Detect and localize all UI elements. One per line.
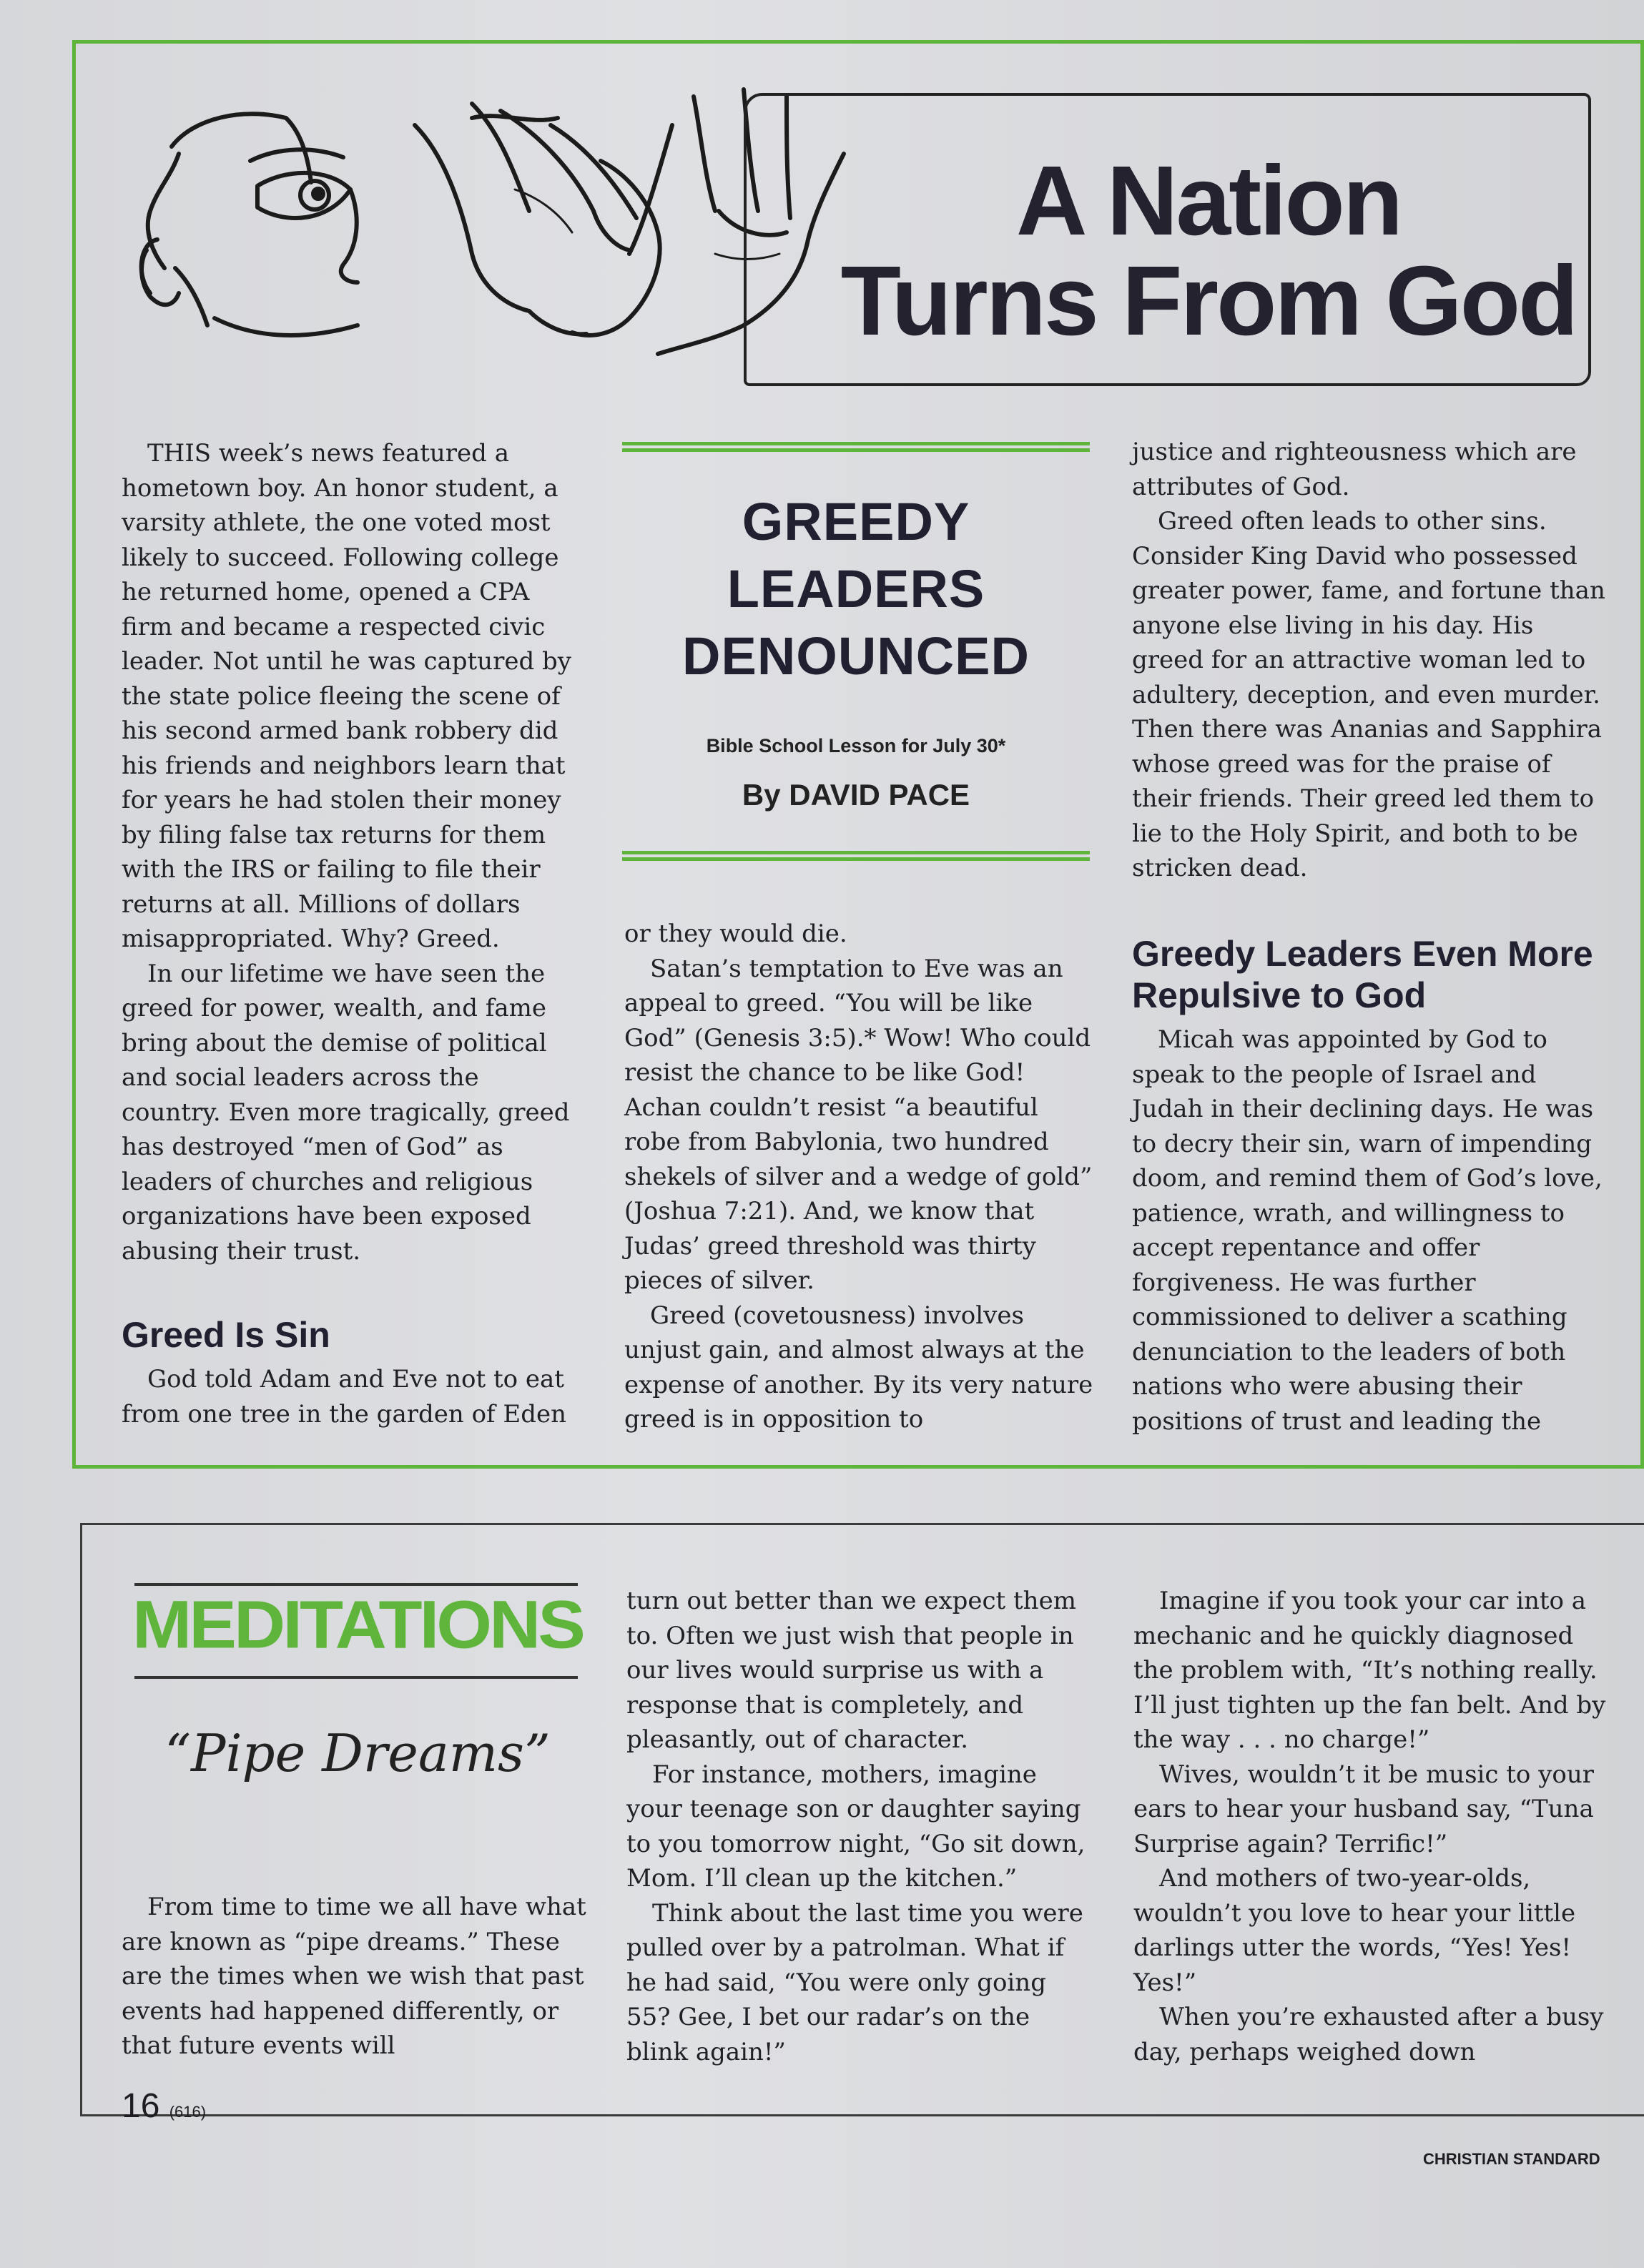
meditations-paragraph: And mothers of two-year-olds, wouldn’t you love to hear your little darlings utter the words, “Yes! Yes! Yes!”: [1133, 1864, 1576, 1997]
headline-line: DENOUNCED: [682, 626, 1030, 686]
meditations-title: “Pipe Dreams”: [164, 1723, 551, 1783]
meditations-paragraph: For instance, mothers, imagine your teenage son or daughter saying to you tomorrow night, “Go sit down, Mom. I’ll clean up the kitchen.”: [626, 1760, 1086, 1893]
article-paragraph: Greed (covetousness) involves unjust gain, and almost always at the expense of another. By its very nature greed is in opposition to: [624, 1301, 1093, 1434]
meditations-column-3: [1133, 1584, 1609, 2069]
byline: By DAVID PACE: [742, 778, 970, 812]
meditations-paragraph: Think about the last time you were pulled over by a patrolman. What if he had said, “You were only going 55? Gee, I bet our radar’s on the blink again!”: [626, 1898, 1083, 2066]
headline-rule-top: [622, 442, 1090, 459]
headline-rule-bottom: [622, 851, 1090, 868]
meditations-paragraph: turn out better than we expect them to. Often we just wish that people in our lives would surprise us with a response that is completely, and pleasantly, out of character.: [626, 1587, 1076, 1754]
meditations-logo: MEDITATIONS: [132, 1586, 584, 1663]
article-title-line-2: Turns From God: [840, 246, 1577, 356]
article-title-line-1: A Nation: [1015, 146, 1402, 256]
article-column-3-continued: [1132, 1022, 1611, 1439]
meditations-column-1: [122, 1890, 594, 2064]
article-column-3: [1132, 435, 1611, 886]
meditations-paragraph: Wives, wouldn’t it be music to your ears to hear your husband say, “Tuna Surprise again? Terrific!”: [1133, 1760, 1595, 1858]
meditations-rule-top: [134, 1583, 578, 1586]
article-paragraph: Micah was appointed by God to speak to the people of Israel and Judah in their declining days. He was to decry their sin, warn of impending doom, and remind them of God’s love, patience, wrath, and willingness to accept repentance and offer forgiveness. He was further commissioned to deliver a scathing denunciation to the leaders of both nations who were abusing their positions of trust and leading the: [1132, 1025, 1603, 1436]
page-number-sub: (616): [169, 2103, 207, 2121]
headline: [622, 488, 1090, 690]
publication-name: CHRISTIAN STANDARD: [1423, 2150, 1600, 2168]
article-paragraph: THIS week’s news featured a hometown boy. An honor student, a varsity athlete, the one voted most likely to succeed. Following college he returned home, opened a CPA firm and became a respected civic leader. Not until he was captured by the state police fleeing the scene of his second armed bank robbery did his friends and neighbors learn that for years he had stolen their money by filing false tax returns for them with the IRS or failing to file their returns at all. Millions of dollars misappropriated. Why? Greed.: [122, 439, 571, 953]
article-column-1-continued: [122, 1362, 583, 1431]
article-paragraph: Greed often leads to other sins. Consider King David who possessed greater power, fame, and fortune than anyone else living in his day. His greed for an attractive woman led to adultery, deception, and even murder. Then there was Ananias and Sapphira whose greed was for the praise of their friends. Their greed led them to lie to the Holy Spirit, and both to be stricken dead.: [1132, 507, 1605, 882]
meditations-column-2: [626, 1584, 1095, 2069]
meditations-paragraph: When you’re exhausted after a busy day, perhaps weighed down: [1133, 2003, 1604, 2066]
subhead-greed-is-sin: Greed Is Sin: [122, 1315, 330, 1355]
article-paragraph: or they would die.: [624, 919, 847, 948]
article-paragraph: In our lifetime we have seen the greed for power, wealth, and fame bring about the demise of political and social leaders across the country. Even more tragically, greed has destroyed “men of God” as leaders of churches and religious organizations have been exposed abusing their trust.: [122, 959, 570, 1266]
lesson-note: Bible School Lesson for July 30*: [706, 735, 1006, 756]
page-number: [122, 2086, 206, 2126]
meditations-paragraph: From time to time we all have what are known as “pipe dreams.” These are the times when we wish that past events had happened differently, or that future events will: [122, 1893, 586, 2060]
headline-line: LEADERS: [727, 559, 985, 618]
meditations-rule-bottom: [134, 1676, 578, 1679]
article-paragraph: God told Adam and Eve not to eat from one tree in the garden of Eden: [122, 1365, 567, 1429]
subhead-greedy-leaders: Greedy Leaders Even More Repulsive to God: [1132, 934, 1593, 1015]
headline-line: GREEDY: [742, 492, 970, 551]
article-paragraph: Satan’s temptation to Eve was an appeal to greed. “You will be like God” (Genesis 3:5).* Wow! Who could resist the chance to be like God! Achan couldn’t resist “a beautiful robe from Babylonia, two hundred shekels of silver and a wedge of gold” (Joshua 7:21). And, we know that Judas’ greed threshold was thirty pieces of silver.: [624, 954, 1093, 1295]
article-column-1: [122, 436, 583, 1268]
page-number-main: 16: [122, 2087, 160, 2125]
meditations-paragraph: Imagine if you took your car into a mechanic and he quickly diagnosed the problem with, “It’s nothing really. I’ll just tighten up the fan belt. And by the way . . . no charge!”: [1133, 1587, 1606, 1754]
article-column-2: [624, 917, 1096, 1437]
article-paragraph: justice and righteousness which are attributes of God.: [1132, 438, 1577, 501]
